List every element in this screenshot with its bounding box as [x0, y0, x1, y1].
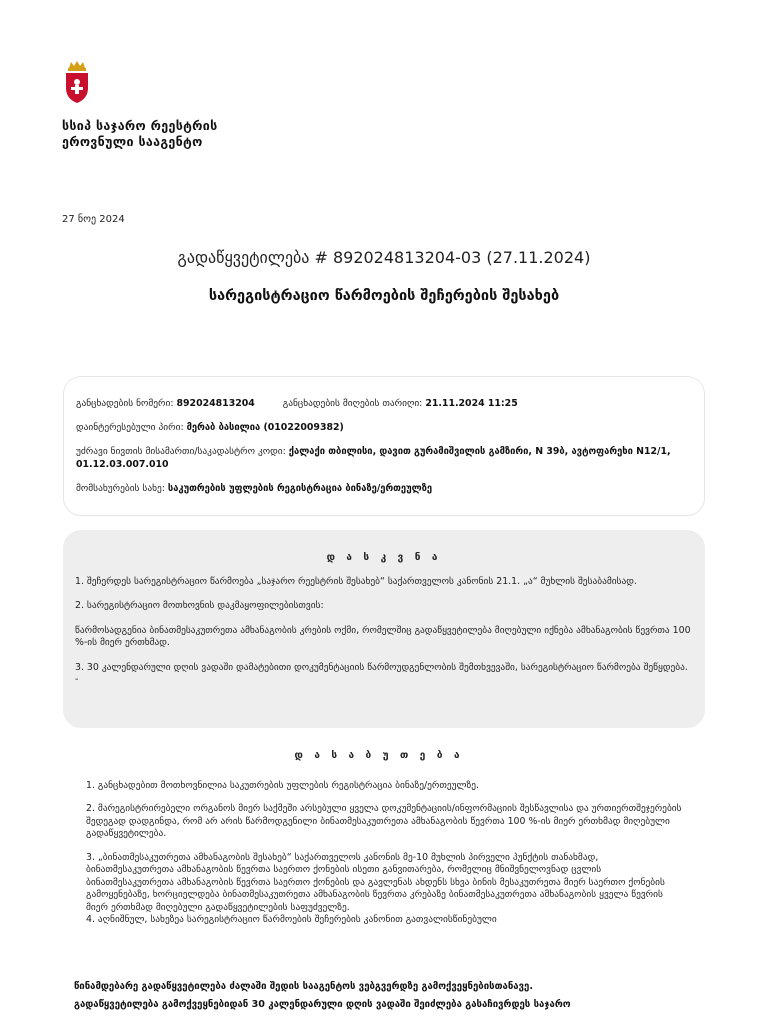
document-date: 27 ნოე 2024	[62, 214, 125, 225]
property-address-row	[76, 445, 692, 471]
application-info-card	[63, 376, 705, 516]
applicant-row	[76, 421, 692, 434]
conclusion-section	[63, 530, 705, 728]
justification-heading: დ ა ს ა ბ უ თ ე ბ ა	[294, 750, 464, 761]
service-type-row	[76, 482, 692, 495]
footer-notice	[74, 978, 694, 1014]
justification-section	[74, 750, 684, 938]
property-address-label: უძრავი ნივთის მისამართი/საკადასტრო კოდი:	[76, 446, 286, 457]
agency-name-line-2: ეროვნული სააგენტო	[62, 134, 203, 149]
decision-title: გადაწყვეტილება # 892024813204-03 (27.11.2024)	[177, 248, 591, 267]
application-number-value: 892024813204	[176, 398, 255, 409]
conclusion-paragraph: 1. შეჩერდეს სარეგისტრაციო წარმოება „საჯარო რეესტრის შესახებ“ საქართველოს კანონის 21.1. „ა“ მუხლის შესაბამისად.	[75, 575, 637, 587]
conclusion-dash: -	[75, 674, 79, 685]
justification-item: 2. მარეგისტრირებელი ორგანოს მიერ საქმეში არსებული ყველა დოკუმენტაციის/ინფორმაციის შესწავლისა და ურთიერთშეჯერების შედეგად დადგინდა, რომ არ არის წარმოდგენილი ბინათმესაკუთრეთა ამხანაგობის წევრთა 100 %-ის მიერ ერთხმად მიღებული გადაწყვეტილება.	[86, 803, 682, 839]
justification-item: 1. განცხადებით მოთხოვნილია საკუთრების უფლების რეგისტრაცია ბინაზე/ერთეულზე.	[86, 779, 479, 791]
service-type-value: საკუთრების უფლების რეგისტრაცია ბინაზე/ერთეულზე	[167, 483, 433, 494]
footer-line-1: წინამდებარე გადაწყვეტილება ძალაში შედის სააგენტოს ვებგვერდზე გამოქვეყნებისთანავე.	[74, 981, 533, 992]
application-date-value: 21.11.2024 11:25	[425, 398, 518, 409]
conclusion-paragraph: წარმოსადგენია ბინათმესაკუთრეთა ამხანაგობის კრების ოქმი, რომელშიც გადაწყვეტილება მიღებული იქნება ამხანაგობის წევრთა 100 %-ის მიერ ერთხმად.	[75, 624, 691, 648]
justification-item: 3. „ბინათმესაკუთრეთა ამხანაგობის შესახებ“ საქართველოს კანონის მე-10 მუხლის პირველი პუნქტის თანახმად, ბინათმესაკუთრეთა ამხანაგობის წევრთა საერთო ქონების ისეთი განვითარება, რომელიც მნიშვნელოვნად ცვლის ბინათმესაკუთრეთა ამხანაგობის წევრთა საერთო ქონების და გავლენას ახდენს სხვა ბინის მესაკუთრეთა მიერ საერთო ქონების გამოყენებაზე, ხორციელდება ბინათმესაკუთრეთა ამხანაგობის წევრთა კრებაზე ბინათმესაკუთრეთა ამხანაგობის ყველა წევრის მიერ ერთხმად მიღებული გადაწყვეტილების საფუძველზე.	[86, 851, 665, 913]
agency-name	[62, 118, 218, 150]
conclusion-paragraph: 3. 30 კალენდარული დღის ვადაში დამატებითი დოკუმენტაციის წარმოუდგენლობის შემთხვევაში, სარეგისტრაციო წარმოება შეწყდება.	[75, 661, 688, 673]
conclusion-heading: დ ა ს კ ვ ნ ა	[326, 552, 442, 563]
property-address-value: ქალაქი თბილისი, დავით გურამიშვილის გამზირი, N 39ბ, ავტოფარეხი N12/1, 01.12.03.007.010	[76, 446, 671, 470]
applicant-value: მერაბ ბასილია (01022009382)	[186, 422, 344, 433]
application-number-label: განცხადების ნომერი:	[76, 398, 174, 409]
justification-list	[74, 780, 684, 927]
georgia-coat-of-arms-icon	[62, 60, 92, 104]
decision-subject: სარეგისტრაციო წარმოების შეჩერების შესახებ	[208, 288, 560, 304]
service-type-label: მომსახურების სახე:	[76, 483, 165, 494]
agency-name-line-1: სსიპ საჯარო რეესტრის	[62, 118, 218, 133]
applicant-label: დაინტერესებული პირი:	[76, 422, 184, 433]
application-number-row	[76, 397, 692, 410]
justification-item: 4. აღნიშნულ, სახეზეა სარეგისტრაციო წარმოების შეჩერების კანონით გათვალისწინებული	[86, 914, 497, 925]
footer-line-2: გადაწყვეტილება გამოქვეყნებიდან 30 კალენდარული დღის ვადაში შეიძლება გასაჩივრდეს საჯარო	[74, 999, 571, 1010]
conclusion-paragraph: 2. სარეგისტრაციო მოთხოვნის დაკმაყოფილებისთვის:	[75, 600, 324, 611]
application-date-label: განცხადების მიღების თარიღი:	[282, 398, 423, 409]
